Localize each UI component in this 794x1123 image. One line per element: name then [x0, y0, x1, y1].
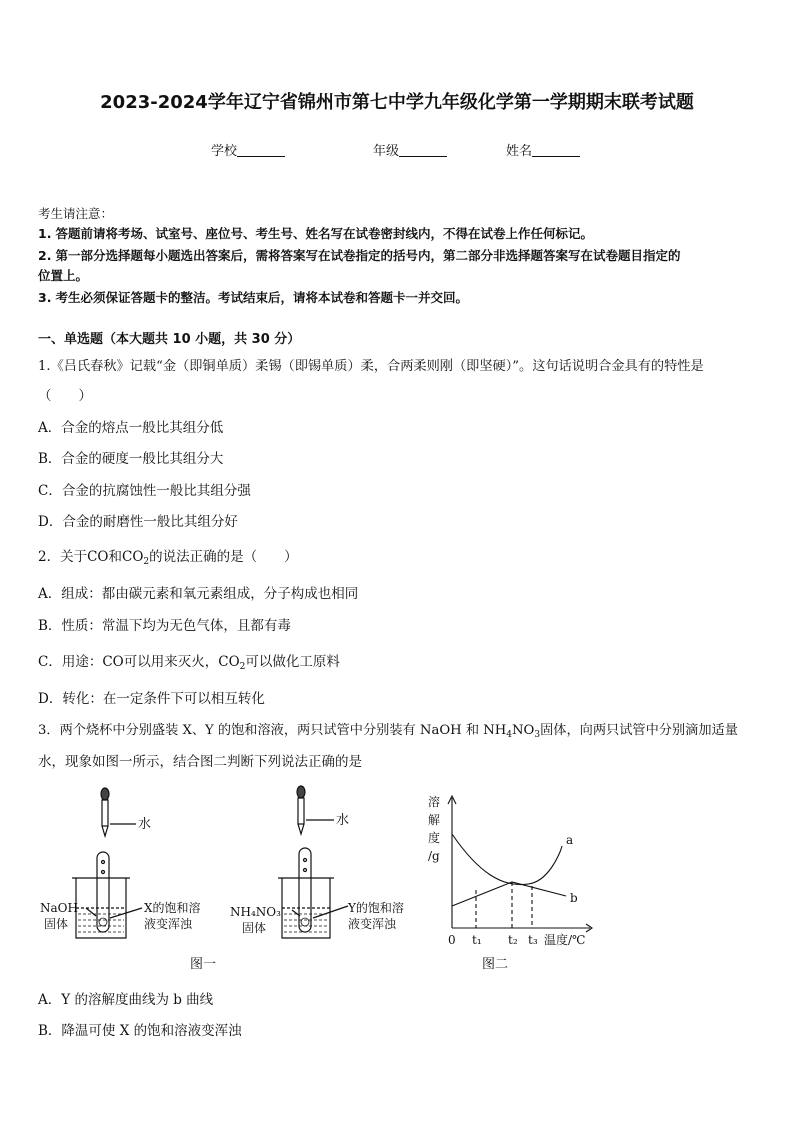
- x-solution-label: 液变浑浊: [144, 917, 193, 931]
- subscript: 3: [534, 730, 541, 740]
- section-heading: 一、单选题（本大题共 10 小题，共 30 分）: [38, 332, 301, 347]
- school-field[interactable]: [211, 140, 285, 159]
- solid-label-1: 固体: [44, 917, 69, 931]
- curve-b: [452, 882, 566, 906]
- q3-option-b[interactable]: B．降温可使 X 的饱和溶液变浑浊: [38, 1023, 242, 1039]
- q3-stem-line2: 水，现象如图一所示，结合图二判断下列说法正确的是: [38, 754, 362, 770]
- formula-co2: CO: [218, 654, 240, 670]
- curve-b-label: b: [570, 891, 578, 905]
- notice-item: [38, 246, 680, 264]
- x-solution-label: X的饱和溶: [144, 901, 201, 915]
- curve-a-label: a: [566, 833, 574, 847]
- page-title: 2023-2024学年辽宁省锦州市第七中学九年级化学第一学期期末联考试题: [100, 92, 694, 113]
- notice-item: [38, 224, 593, 242]
- formula-co2: CO: [122, 549, 144, 565]
- q2-option-b[interactable]: B．性质：常温下均为无色气体，且都有毒: [38, 618, 291, 634]
- x-axis-label: 温度/℃: [544, 933, 586, 947]
- q1-stem: 1.《吕氏春秋》记载“金（即铜单质）柔锡（即锡单质）柔，合两柔则刚（即坚硬）”。这句话说明合金具有的特性是: [38, 359, 704, 374]
- q2-option-a[interactable]: A．组成：都由碳元素和氧元素组成，分子构成也相同: [38, 586, 359, 602]
- q3-stem-line1: [38, 719, 738, 738]
- name-blank[interactable]: [532, 143, 580, 157]
- tick-label-t2: t₂: [508, 933, 518, 947]
- subscript: 2: [143, 557, 150, 567]
- figure-one-caption: 图一: [190, 957, 217, 972]
- notice-heading: 考生请注意：: [38, 206, 114, 221]
- notice-num: 3.: [38, 290, 52, 305]
- notice-num: 2.: [38, 248, 52, 263]
- beaker-icon: [72, 852, 130, 938]
- nh4no3-label: NH₄NO₃: [230, 905, 281, 919]
- school-label: 学校: [211, 144, 238, 159]
- school-blank[interactable]: [237, 143, 285, 157]
- grade-label: 年级: [373, 144, 400, 159]
- subscript: 2: [239, 662, 246, 672]
- dropper-icon: [101, 788, 109, 836]
- q1-paren: （ ）: [38, 388, 92, 404]
- option-part: 可以做化工原料: [245, 654, 340, 670]
- figure-two-solubility-chart: [420, 790, 600, 980]
- dropper-icon: [297, 786, 305, 834]
- q2-option-d[interactable]: D．转化：在一定条件下可以相互转化: [38, 691, 265, 707]
- formula-co: CO: [102, 654, 124, 670]
- q3-stem-part: 固体，向两只试管中分别滴加适量: [540, 723, 738, 738]
- y-label: 溶: [428, 795, 441, 809]
- q2-stem-part: 2．关于: [38, 549, 88, 565]
- naoh-label: NaOH: [40, 901, 78, 915]
- name-label: 姓名: [506, 144, 533, 159]
- y-label: 解: [428, 813, 441, 827]
- option-part: 可以用来灭火，: [123, 654, 219, 670]
- y-label: /g: [428, 849, 440, 863]
- figure-one: [30, 780, 430, 980]
- q3-option-a[interactable]: A．Y 的溶解度曲线为 b 曲线: [38, 992, 214, 1008]
- curve-a: [452, 834, 562, 885]
- q3-stem-part: 3．两个烧杯中分别盛装 X、Y 的饱和溶液，两只试管中分别装有 NaOH 和 NH: [38, 723, 507, 738]
- tick-label-t1: t₁: [472, 933, 482, 947]
- notice-text: 第一部分选择题每小题选出答案后，需将答案写在试卷指定的括号内，第二部分非选择题答案写在试卷题目指定的: [55, 248, 681, 263]
- notice-num: 1.: [38, 226, 52, 241]
- notice-item: [38, 288, 468, 306]
- figure-two-caption: 图二: [482, 957, 509, 972]
- notice-text: 答题前请将考场、试室号、座位号、考生号、姓名写在试卷密封线内，不得在试卷上作任何标记。: [55, 226, 593, 241]
- tick-label-t3: t₃: [528, 933, 538, 947]
- grade-field[interactable]: [373, 140, 447, 159]
- y-solution-label: Y的饱和溶: [348, 901, 404, 915]
- q1-option-a[interactable]: A．合金的熔点一般比其组分低: [38, 420, 224, 436]
- notice-text: 位置上。: [38, 268, 89, 283]
- solid-label-2: 固体: [242, 921, 267, 935]
- name-field[interactable]: [506, 140, 580, 159]
- beaker-icon: [278, 848, 334, 938]
- origin-label: 0: [448, 933, 456, 947]
- notice-text: 考生必须保证答题卡的整洁。考试结束后，请将本试卷和答题卡一并交回。: [55, 290, 468, 305]
- q2-option-c[interactable]: [38, 650, 340, 670]
- grade-blank[interactable]: [399, 143, 447, 157]
- notice-item: [38, 266, 88, 284]
- q2-stem-part: 和: [108, 549, 122, 565]
- subscript: 4: [506, 730, 512, 740]
- q1-option-d[interactable]: D．合金的耐磨性一般比其组分好: [38, 514, 238, 530]
- q3-stem-part: NO: [512, 723, 535, 738]
- q1-option-c[interactable]: C．合金的抗腐蚀性一般比其组分强: [38, 483, 251, 499]
- y-solution-label: 液变浑浊: [348, 917, 397, 931]
- option-part: C．用途：: [38, 654, 103, 670]
- y-label: 度: [428, 831, 441, 845]
- water-label-1: 水: [138, 817, 152, 832]
- q1-option-b[interactable]: B．合金的硬度一般比其组分大: [38, 451, 224, 467]
- formula-co: CO: [87, 549, 109, 565]
- water-label-2: 水: [336, 813, 350, 828]
- q2-stem: [38, 545, 298, 565]
- q2-stem-part: 的说法正确的是（ ）: [149, 549, 298, 565]
